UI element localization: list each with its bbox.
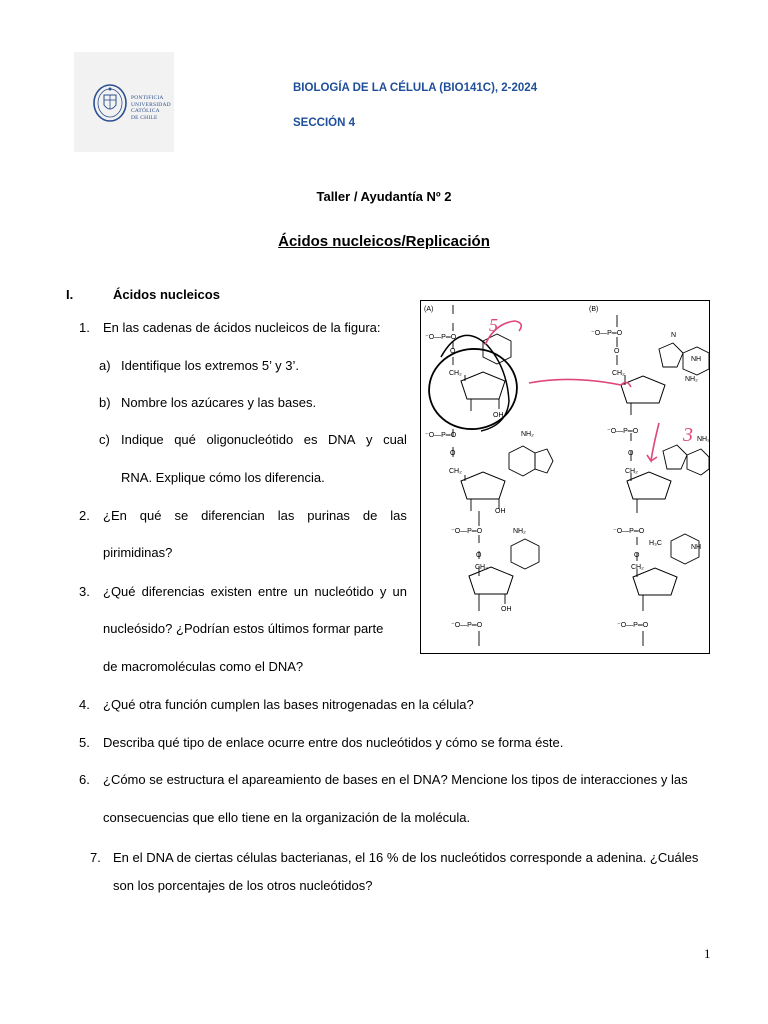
q1c-line2: RNA. Explique cómo los diferencia. xyxy=(121,470,325,485)
q6-line1: ¿Cómo se estructura el apareamiento de bases en el DNA? Mencione los tipos de interacciones y las xyxy=(103,772,688,787)
q2-line2: pirimidinas? xyxy=(103,545,173,560)
topic-title: Ácidos nucleicos/Replicación xyxy=(278,233,490,250)
ch2-label: CH₂ xyxy=(631,564,644,571)
chain-a xyxy=(453,305,553,646)
q1b-text: Nombre los azúcares y las bases. xyxy=(121,395,317,410)
phosphate-label: ⁻O—P═O xyxy=(617,622,649,629)
section-label: SECCIÓN 4 xyxy=(293,117,355,129)
q4-number: 4. xyxy=(79,697,90,712)
page-number: 1 xyxy=(704,946,711,961)
handwritten-five: 5 xyxy=(489,315,498,335)
q3-line1: ¿Qué diferencias existen entre un nucleótido y un xyxy=(103,584,407,599)
worksheet-title: Taller / Ayudantía Nº 2 xyxy=(316,189,452,204)
nh2-label: NH₂ xyxy=(697,436,709,443)
phosphate-label: ⁻O—P═O xyxy=(451,528,483,535)
nh-label: NH xyxy=(691,544,702,551)
q1a-text: Identifique los extremos 5’ y 3’. xyxy=(121,358,299,373)
chain-b xyxy=(617,315,709,646)
panel-b-label: (B) xyxy=(589,306,599,313)
oxygen-label: O xyxy=(476,552,482,559)
q6-line2: consecuencias que ello tiene en la organización de la molécula. xyxy=(103,810,471,825)
phosphate-label: ⁻O—P═O xyxy=(451,622,483,629)
phosphate-label: ⁻O—P═O xyxy=(613,528,645,535)
q1-text: En las cadenas de ácidos nucleicos de la figura: xyxy=(103,320,381,335)
part-roman: I. xyxy=(66,287,74,302)
q2-number: 2. xyxy=(79,508,90,523)
q7-line1: En el DNA de ciertas células bacterianas, el 16 % de los nucleótidos corresponde a adenina. ¿Cuáles xyxy=(113,850,699,865)
chain-a-labels xyxy=(425,334,534,629)
phosphate-label: ⁻O—P═O xyxy=(607,428,639,435)
oxygen-label: O xyxy=(628,450,634,457)
ch2-label: CH₂ xyxy=(625,468,638,475)
logo-text: PONTIFICIA UNIVERSIDAD CATÓLICA DE CHILE xyxy=(131,95,171,121)
nh2-label: NH₂ xyxy=(685,376,698,383)
q7-number: 7. xyxy=(90,850,101,865)
university-logo xyxy=(74,52,174,152)
crest-icon xyxy=(92,83,128,123)
oxygen-label: O xyxy=(450,348,456,355)
q1c-line1: Indique qué oligonucleótido es DNA y cual xyxy=(121,432,407,447)
q4-text: ¿Qué otra función cumplen las bases nitrogenadas en la célula? xyxy=(103,697,474,712)
q5-text: Describa qué tipo de enlace ocurre entre dos nucleótidos y cómo se forma éste. xyxy=(103,735,564,750)
phosphate-label: ⁻O—P═O xyxy=(425,334,457,341)
q1a-label: a) xyxy=(99,358,111,373)
ch2-label: CH₂ xyxy=(449,370,462,377)
oxygen-label: O xyxy=(634,552,640,559)
panel-a-label: (A) xyxy=(424,306,434,313)
ch2-label: CH₂ xyxy=(612,370,625,377)
oxygen-label: O xyxy=(614,348,620,355)
phosphate-label: ⁻O—P═O xyxy=(425,432,457,439)
q1c-label: c) xyxy=(99,432,110,447)
oxygen-label: O xyxy=(450,450,456,457)
q3-line3: de macromoléculas como el DNA? xyxy=(103,659,304,674)
oh-label: OH xyxy=(501,606,512,613)
nucleic-acid-figure xyxy=(420,300,710,654)
handwritten-annotations xyxy=(424,321,659,461)
q3-line2: nucleósido? ¿Podrían estos últimos formar parte xyxy=(103,621,384,636)
phosphate-label: ⁻O—P═O xyxy=(591,330,623,337)
q7-line2: son los porcentajes de los otros nucleótidos? xyxy=(113,878,373,893)
oh-label: OH xyxy=(493,412,504,419)
ch2-label: CH₂ xyxy=(475,564,488,571)
n-label: N xyxy=(671,332,677,339)
part-heading: Ácidos nucleicos xyxy=(113,287,220,302)
ch2-label: CH₂ xyxy=(449,468,462,475)
nh2-label: NH₂ xyxy=(521,431,534,438)
nucleic-acid-chains xyxy=(421,301,709,653)
q1b-label: b) xyxy=(99,395,111,410)
q6-number: 6. xyxy=(79,772,90,787)
q1-number: 1. xyxy=(79,320,90,335)
course-title: BIOLOGÍA DE LA CÉLULA (BIO141C), 2-2024 xyxy=(293,82,538,94)
oh-label: OH xyxy=(495,508,506,515)
q2-line1: ¿En qué se diferencian las purinas de las xyxy=(103,508,407,523)
chain-b-labels xyxy=(591,330,709,629)
q5-number: 5. xyxy=(79,735,90,750)
h3c-label: H₃C xyxy=(649,540,662,547)
q3-number: 3. xyxy=(79,584,90,599)
handwritten-three: 3 xyxy=(683,424,693,446)
nh-label: NH xyxy=(691,356,702,363)
nh2-label: NH₂ xyxy=(513,528,526,535)
